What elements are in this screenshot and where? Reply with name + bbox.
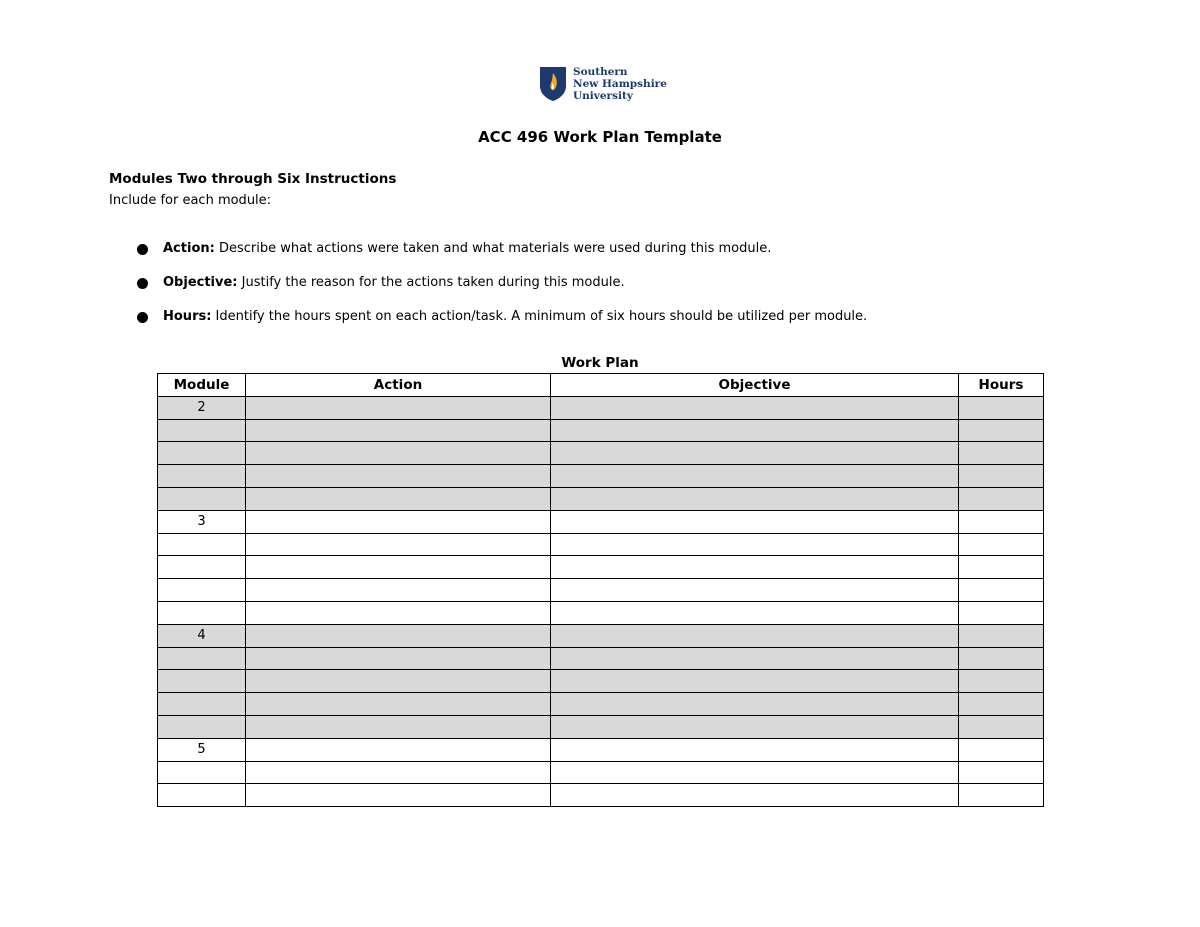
instruction-text (163, 308, 867, 326)
objective-cell[interactable] (551, 715, 959, 738)
logo-line: University (573, 90, 633, 102)
module-cell (158, 647, 246, 670)
table-row (158, 693, 1044, 716)
table-row (158, 487, 1044, 510)
module-cell: 2 (158, 396, 246, 419)
work-plan-table (157, 373, 1044, 807)
action-cell[interactable] (246, 533, 551, 556)
logo-line: New Hampshire (573, 78, 667, 90)
table-caption: Work Plan (561, 355, 639, 371)
table-row (158, 647, 1044, 670)
table-row (158, 510, 1044, 533)
bullet-icon (137, 312, 148, 323)
module-cell: 4 (158, 624, 246, 647)
hours-cell[interactable] (959, 556, 1044, 579)
table-row (158, 442, 1044, 465)
objective-cell[interactable] (551, 738, 959, 761)
module-cell (158, 419, 246, 442)
instruction-term: Hours: (163, 309, 212, 324)
table-body (158, 396, 1044, 806)
action-cell[interactable] (246, 419, 551, 442)
table-row (158, 624, 1044, 647)
hours-cell[interactable] (959, 670, 1044, 693)
instruction-description: Describe what actions were taken and what materials were used during this module. (214, 241, 772, 256)
hours-cell[interactable] (959, 715, 1044, 738)
action-cell[interactable] (246, 442, 551, 465)
hours-cell[interactable] (959, 693, 1044, 716)
hours-cell[interactable] (959, 396, 1044, 419)
instruction-description: Identify the hours spent on each action/task. A minimum of six hours should be utilized per module. (211, 309, 868, 324)
module-cell: 5 (158, 738, 246, 761)
hours-cell[interactable] (959, 579, 1044, 602)
objective-cell[interactable] (551, 487, 959, 510)
university-logo (539, 66, 679, 106)
module-cell (158, 784, 246, 807)
header-action: Action (246, 374, 551, 397)
action-cell[interactable] (246, 693, 551, 716)
module-cell (158, 670, 246, 693)
action-cell[interactable] (246, 647, 551, 670)
hours-cell[interactable] (959, 624, 1044, 647)
objective-cell[interactable] (551, 556, 959, 579)
module-cell (158, 556, 246, 579)
module-cell (158, 601, 246, 624)
module-cell (158, 533, 246, 556)
instruction-description: Justify the reason for the actions taken during this module. (237, 275, 625, 290)
instruction-text (163, 274, 625, 292)
table-row (158, 579, 1044, 602)
table-row (158, 556, 1044, 579)
hours-cell[interactable] (959, 601, 1044, 624)
header-hours: Hours (959, 374, 1044, 397)
objective-cell[interactable] (551, 396, 959, 419)
module-cell (158, 442, 246, 465)
objective-cell[interactable] (551, 647, 959, 670)
table-row (158, 419, 1044, 442)
table-row (158, 396, 1044, 419)
table-row (158, 670, 1044, 693)
action-cell[interactable] (246, 715, 551, 738)
flame-shield-icon (539, 66, 567, 102)
objective-cell[interactable] (551, 624, 959, 647)
instruction-text (163, 240, 771, 258)
objective-cell[interactable] (551, 419, 959, 442)
table-row (158, 533, 1044, 556)
hours-cell[interactable] (959, 442, 1044, 465)
objective-cell[interactable] (551, 510, 959, 533)
action-cell[interactable] (246, 624, 551, 647)
logo-line: Southern (573, 66, 628, 78)
bullet-icon (137, 244, 148, 255)
instruction-term: Objective: (163, 275, 238, 290)
action-cell[interactable] (246, 487, 551, 510)
action-cell[interactable] (246, 510, 551, 533)
table-row (158, 601, 1044, 624)
logo-wordmark (573, 66, 667, 102)
action-cell[interactable] (246, 761, 551, 784)
objective-cell[interactable] (551, 465, 959, 488)
objective-cell[interactable] (551, 761, 959, 784)
table-row (158, 465, 1044, 488)
module-cell (158, 579, 246, 602)
action-cell[interactable] (246, 738, 551, 761)
module-cell (158, 761, 246, 784)
hours-cell[interactable] (959, 784, 1044, 807)
table-header-row (158, 374, 1044, 397)
instructions-intro: Include for each module: (109, 193, 272, 208)
hours-cell[interactable] (959, 487, 1044, 510)
objective-cell[interactable] (551, 533, 959, 556)
objective-cell[interactable] (551, 784, 959, 807)
hours-cell[interactable] (959, 738, 1044, 761)
table-row (158, 715, 1044, 738)
action-cell[interactable] (246, 556, 551, 579)
module-cell (158, 715, 246, 738)
objective-cell[interactable] (551, 670, 959, 693)
action-cell[interactable] (246, 579, 551, 602)
module-cell (158, 487, 246, 510)
document-title: ACC 496 Work Plan Template (478, 128, 722, 146)
module-cell (158, 465, 246, 488)
action-cell[interactable] (246, 396, 551, 419)
hours-cell[interactable] (959, 419, 1044, 442)
objective-cell[interactable] (551, 601, 959, 624)
header-module: Module (158, 374, 246, 397)
objective-cell[interactable] (551, 693, 959, 716)
table-row (158, 738, 1044, 761)
objective-cell[interactable] (551, 579, 959, 602)
hours-cell[interactable] (959, 647, 1044, 670)
hours-cell[interactable] (959, 761, 1044, 784)
objective-cell[interactable] (551, 442, 959, 465)
bullet-icon (137, 278, 148, 289)
hours-cell[interactable] (959, 533, 1044, 556)
action-cell[interactable] (246, 465, 551, 488)
hours-cell[interactable] (959, 510, 1044, 533)
module-cell: 3 (158, 510, 246, 533)
table-row (158, 761, 1044, 784)
action-cell[interactable] (246, 784, 551, 807)
action-cell[interactable] (246, 670, 551, 693)
instruction-term: Action: (163, 241, 215, 256)
hours-cell[interactable] (959, 465, 1044, 488)
module-cell (158, 693, 246, 716)
action-cell[interactable] (246, 601, 551, 624)
instructions-heading: Modules Two through Six Instructions (109, 171, 397, 187)
table-row (158, 784, 1044, 807)
header-objective: Objective (551, 374, 959, 397)
